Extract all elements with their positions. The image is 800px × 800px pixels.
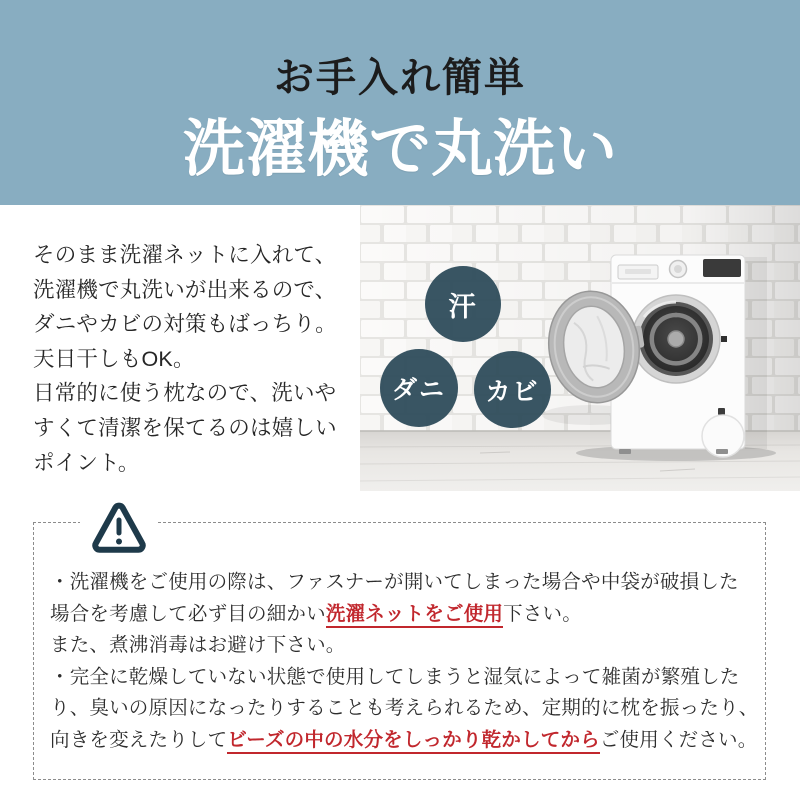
warning-text-line: ・完全に乾燥していない状態で使用してしまうと湿気によって雑菌が繁殖した	[50, 665, 740, 688]
warning-text-line: ・洗濯機をご使用の際は、ファスナーが開いてしまった場合や中袋が破損した	[50, 571, 739, 593]
warning-text-line: り、臭いの原因になったりすることも考えられるため、定期的に枕を振ったり、	[50, 697, 759, 719]
badge-mold	[474, 351, 551, 428]
badge-sweat	[425, 266, 501, 342]
banner-subtitle: お手入れ簡単	[274, 55, 526, 100]
badge-mite	[380, 349, 458, 427]
warning-box	[33, 522, 766, 780]
warning-text-line: 場合を考慮して必ず目の細かい洗濯ネットをご使用下さい。	[50, 599, 756, 631]
page-title: 洗濯機で丸洗い	[182, 116, 617, 184]
washing-machine-photo	[360, 205, 800, 491]
warning-text	[50, 567, 759, 756]
badge-sweat-label: 汗	[448, 291, 478, 322]
washing-machine-illustration	[360, 205, 800, 491]
warning-triangle-icon	[80, 502, 158, 554]
description-text: そのまま洗濯ネットに入れて、 洗濯機で丸洗いが出来るので、 ダニやカビの対策もばっちり。 天日干しもOK。 日常的に使う枕なので、洗いや すくて清潔を保てるのは嬉しい ポイント。	[33, 243, 337, 475]
badge-mite-label: ダニ	[391, 376, 446, 404]
badge-mold-label: カビ	[485, 377, 540, 406]
warning-text-line: 向きを変えたりしてビーズの中の水分をしっかり乾かしてからご使用ください。	[50, 725, 756, 757]
banner	[0, 0, 800, 205]
warning-text-line: また、煮沸消毒はお避け下さい。	[50, 634, 346, 656]
